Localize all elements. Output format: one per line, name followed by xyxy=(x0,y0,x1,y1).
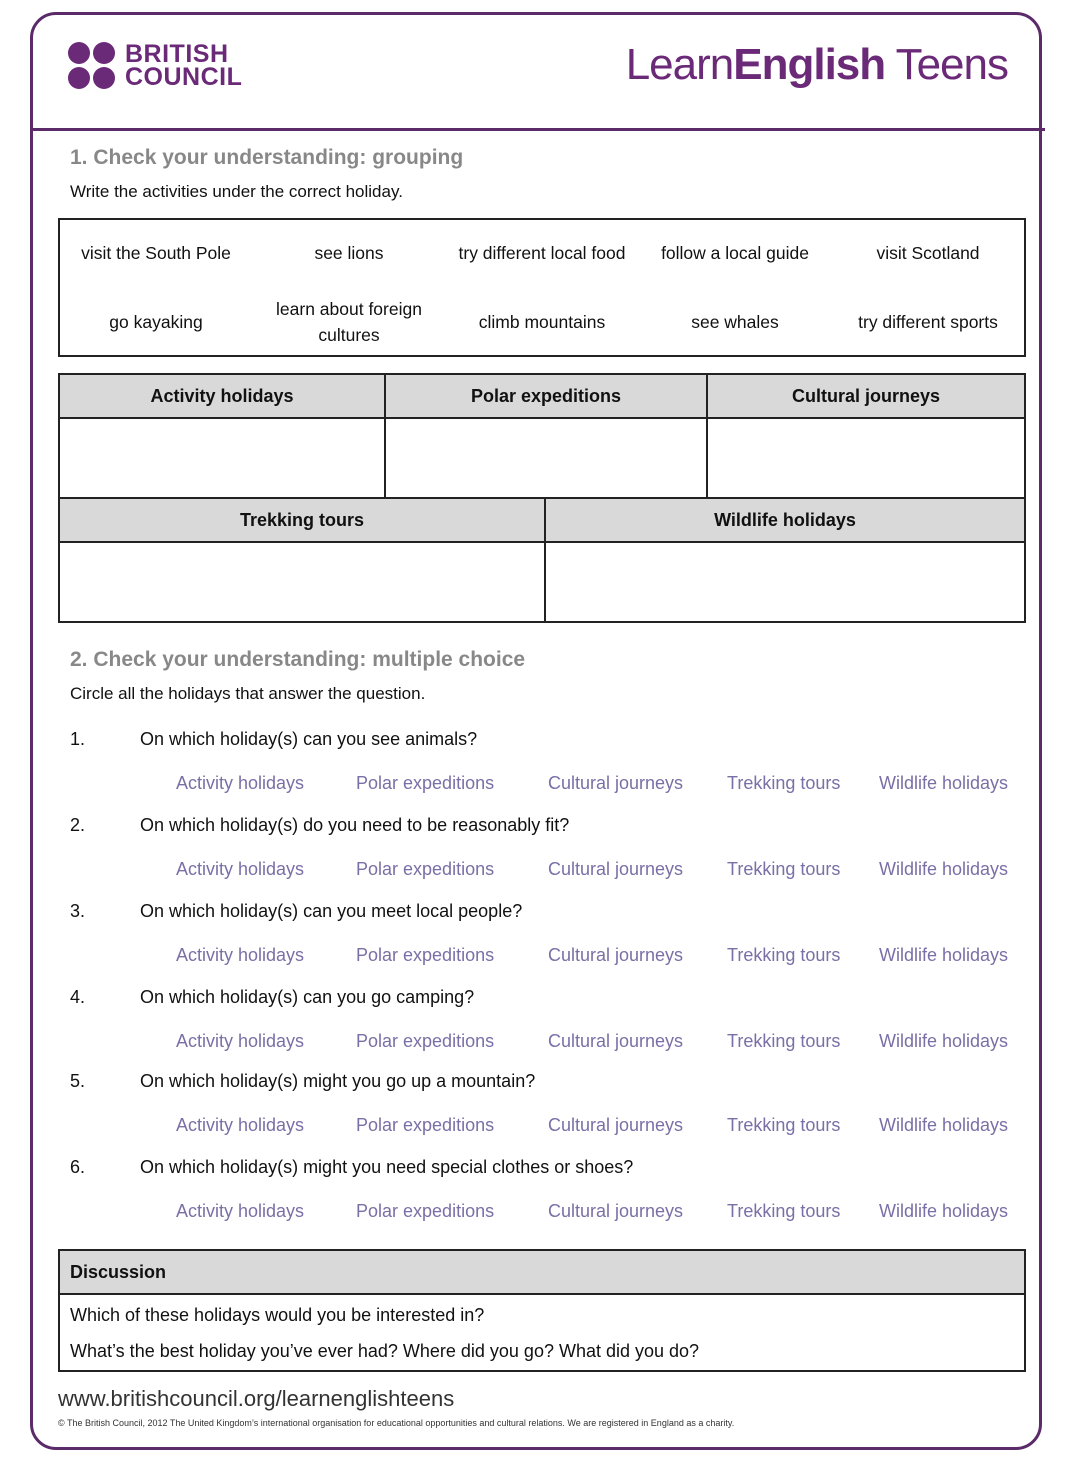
learnenglish-teens-logo xyxy=(626,40,1008,90)
answer-option[interactable]: Wildlife holidays xyxy=(879,773,1009,793)
answer-option[interactable]: Wildlife holidays xyxy=(879,1115,1009,1135)
answer-option[interactable]: Cultural journeys xyxy=(548,773,684,793)
question-number: 6. xyxy=(70,1157,86,1177)
answer-option[interactable]: Activity holidays xyxy=(176,1115,305,1135)
answer-option[interactable]: Polar expeditions xyxy=(356,1201,495,1221)
british-council-logo xyxy=(68,39,243,91)
word-item: see lions xyxy=(314,243,384,263)
column-header: Activity holidays xyxy=(59,374,385,418)
word-item: learn about foreign cultures xyxy=(276,299,422,345)
answer-cell[interactable] xyxy=(385,418,707,498)
question-text: On which holiday(s) can you go camping? xyxy=(140,987,475,1007)
footer-url[interactable]: www.britishcouncil.org/learnenglishteens xyxy=(58,1386,455,1411)
word-item: visit Scotland xyxy=(876,243,980,263)
answer-option[interactable]: Trekking tours xyxy=(727,1115,841,1135)
answer-option[interactable]: Cultural journeys xyxy=(548,945,684,965)
answer-cell[interactable] xyxy=(707,418,1025,498)
answer-option[interactable]: Polar expeditions xyxy=(356,859,495,879)
word-item: go kayaking xyxy=(109,312,203,332)
question-number: 1. xyxy=(70,729,86,749)
column-header: Cultural journeys xyxy=(707,374,1025,418)
discussion-question: What’s the best holiday you’ve ever had? Where did you go? What did you do? xyxy=(70,1341,700,1361)
word-item: see whales xyxy=(691,312,779,332)
discussion-box xyxy=(58,1249,1026,1372)
discussion-question: Which of these holidays would you be interested in? xyxy=(70,1305,485,1325)
word-item: climb mountains xyxy=(478,312,606,332)
answer-option[interactable]: Cultural journeys xyxy=(548,1115,684,1135)
answer-option[interactable]: Trekking tours xyxy=(727,859,841,879)
brand-english: English xyxy=(733,40,886,89)
logo-line-2: COUNCIL xyxy=(125,62,243,91)
logo-dots-icon xyxy=(68,42,115,89)
header-divider xyxy=(30,128,1045,131)
answer-option[interactable]: Wildlife holidays xyxy=(879,1031,1009,1051)
question-text: On which holiday(s) might you go up a mountain? xyxy=(140,1071,536,1091)
question-text: On which holiday(s) can you meet local people? xyxy=(140,901,523,921)
answer-option[interactable]: Activity holidays xyxy=(176,1031,305,1051)
column-header: Polar expeditions xyxy=(385,374,707,418)
answer-option[interactable]: Activity holidays xyxy=(176,1201,305,1221)
question-text: On which holiday(s) can you see animals? xyxy=(140,729,478,749)
question-number: 3. xyxy=(70,901,86,921)
answer-option[interactable]: Polar expeditions xyxy=(356,1115,495,1135)
discussion-title: Discussion xyxy=(60,1251,1024,1295)
question-number: 2. xyxy=(70,815,86,835)
question-number: 4. xyxy=(70,987,86,1007)
word-item: try different sports xyxy=(858,312,998,332)
answer-cell[interactable] xyxy=(59,418,385,498)
answer-cell[interactable] xyxy=(59,542,545,622)
answer-option[interactable]: Polar expeditions xyxy=(356,773,495,793)
section2-instruction: Circle all the holidays that answer the question. xyxy=(70,684,426,703)
answer-option[interactable]: Polar expeditions xyxy=(356,1031,495,1051)
answer-option[interactable]: Trekking tours xyxy=(727,773,841,793)
answer-option[interactable]: Activity holidays xyxy=(176,773,305,793)
section1-instruction: Write the activities under the correct holiday. xyxy=(70,182,403,201)
answer-option[interactable]: Cultural journeys xyxy=(548,1031,684,1051)
holiday-table-row1 xyxy=(58,373,1026,499)
answer-option[interactable]: Trekking tours xyxy=(727,1031,841,1051)
answer-option[interactable]: Wildlife holidays xyxy=(879,945,1009,965)
column-header: Wildlife holidays xyxy=(545,498,1025,542)
holiday-table-row2 xyxy=(58,497,1026,623)
logo-text xyxy=(125,39,243,91)
footer-copyright: © The British Council, 2012 The United Kingdom’s international organisation for educational opportunities and cultural relations. We are registered in England as a charity. xyxy=(58,1418,735,1428)
section1-title: 1. Check your understanding: grouping xyxy=(70,146,464,169)
logo-line-1: BRITISH xyxy=(125,39,229,68)
word-item: follow a local guide xyxy=(661,243,809,263)
word-box xyxy=(58,218,1026,357)
answer-option[interactable]: Wildlife holidays xyxy=(879,859,1009,879)
answer-option[interactable]: Trekking tours xyxy=(727,1201,841,1221)
brand-learn: Learn xyxy=(625,40,734,89)
answer-option[interactable]: Cultural journeys xyxy=(548,1201,684,1221)
section2-title: 2. Check your understanding: multiple choice xyxy=(70,648,526,671)
answer-option[interactable]: Polar expeditions xyxy=(356,945,495,965)
word-item: try different local food xyxy=(458,243,626,263)
answer-option[interactable]: Wildlife holidays xyxy=(879,1201,1009,1221)
answer-option[interactable]: Trekking tours xyxy=(727,945,841,965)
question-text: On which holiday(s) might you need special clothes or shoes? xyxy=(140,1157,634,1177)
column-header: Trekking tours xyxy=(59,498,545,542)
answer-option[interactable]: Cultural journeys xyxy=(548,859,684,879)
brand-teens: Teens xyxy=(885,40,1008,89)
question-number: 5. xyxy=(70,1071,86,1091)
answer-option[interactable]: Activity holidays xyxy=(176,859,305,879)
answer-option[interactable]: Activity holidays xyxy=(176,945,305,965)
question-text: On which holiday(s) do you need to be reasonably fit? xyxy=(140,815,570,835)
word-item: visit the South Pole xyxy=(81,243,231,263)
answer-cell[interactable] xyxy=(545,542,1025,622)
